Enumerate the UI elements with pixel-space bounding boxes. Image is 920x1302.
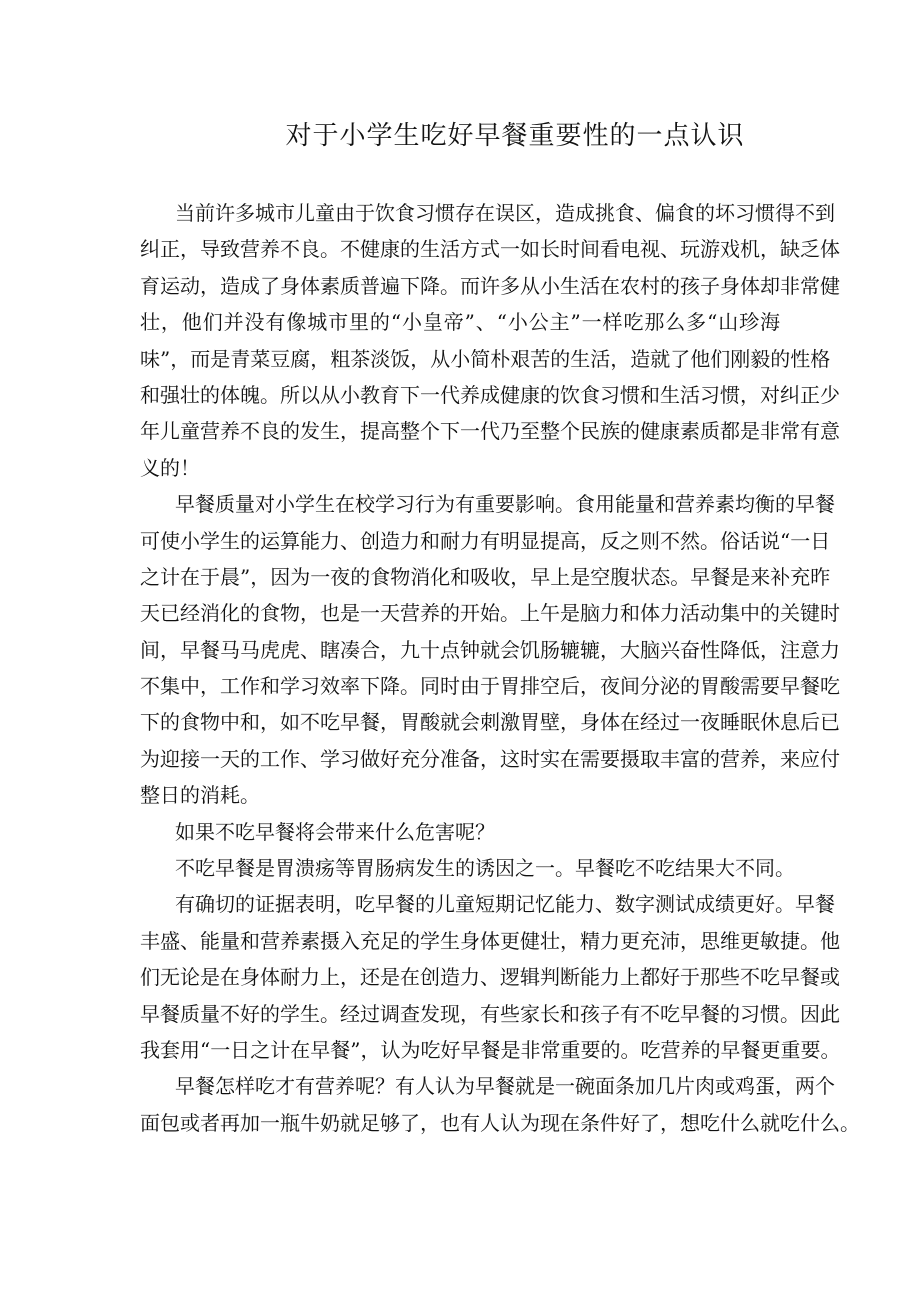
text-line: 早餐质量不好的学生。经过调查发现，有些家长和孩子有不吃早餐的习惯。因此 bbox=[140, 1001, 840, 1026]
text-line: 不集中，工作和学习效率下降。同时由于胃排空后，夜间分泌的胃酸需要早餐吃 bbox=[140, 674, 840, 699]
text-line: 不吃早餐是胃溃疡等胃肠病发生的诱因之一。早餐吃不吃结果大不同。 bbox=[175, 856, 795, 881]
paragraph bbox=[140, 814, 780, 850]
text-line: 壮，他们并没有像城市里的“小皇帝”、“小公主”一样吃那么多“山珍海 bbox=[140, 310, 780, 335]
text-line: 下的食物中和，如不吃早餐，胃酸就会刺激胃壁，身体在经过一夜睡眠休息后已 bbox=[140, 710, 840, 735]
paragraph bbox=[140, 886, 841, 1068]
text-line: 育运动，造成了身体素质普遍下降。而许多从小生活在农村的孩子身体却非常健 bbox=[140, 273, 840, 298]
document-title: 对于小学生吃好早餐重要性的一点认识 bbox=[285, 121, 745, 151]
text-line: 如果不吃早餐将会带来什么危害呢？ bbox=[175, 819, 495, 844]
text-line: 为迎接一天的工作、学习做好充分准备，这时实在需要摄取丰富的营养，来应付 bbox=[140, 746, 840, 771]
text-line: 我套用“一日之计在早餐”，认为吃好早餐是非常重要的。吃营养的早餐更重要。 bbox=[140, 1037, 841, 1062]
paragraph bbox=[140, 1068, 860, 1141]
text-line: 早餐质量对小学生在校学习行为有重要影响。食用能量和营养素均衡的早餐 bbox=[175, 492, 835, 517]
paragraph bbox=[140, 486, 840, 814]
document-body bbox=[140, 195, 860, 1141]
text-line: 们无论是在身体耐力上，还是在创造力、逻辑判断能力上都好于那些不吃早餐或 bbox=[140, 965, 840, 990]
text-line: 间，早餐马马虎虎、瞎凑合，九十点钟就会饥肠辘辘，大脑兴奋性降低，注意力 bbox=[140, 637, 840, 662]
text-line: 当前许多城市儿童由于饮食习惯存在误区，造成挑食、偏食的坏习惯得不到 bbox=[175, 201, 835, 225]
paragraph bbox=[140, 850, 795, 886]
text-line: 整日的消耗。 bbox=[140, 783, 260, 808]
text-line: 早餐怎样吃才有营养呢？有人认为早餐就是一碗面条加几片肉或鸡蛋，两个 bbox=[175, 1074, 835, 1099]
text-line: 和强壮的体魄。所以从小教育下一代养成健康的饮食习惯和生活习惯，对纠正少 bbox=[140, 382, 840, 407]
text-line: 天已经消化的食物，也是一天营养的开始。上午是脑力和体力活动集中的关键时 bbox=[140, 601, 840, 626]
text-line: 之计在于晨”，因为一夜的食物消化和吸收，早上是空腹状态。早餐是来补充昨 bbox=[140, 564, 831, 589]
text-line: 年儿童营养不良的发生，提高整个下一代乃至整个民族的健康素质都是非常有意 bbox=[140, 419, 840, 444]
text-line: 可使小学生的运算能力、创造力和耐力有明显提高，反之则不然。俗话说“一日 bbox=[140, 528, 831, 553]
text-line: 义的！ bbox=[140, 455, 200, 480]
text-line: 面包或者再加一瓶牛奶就足够了，也有人认为现在条件好了，想吃什么就吃什么。 bbox=[140, 1110, 860, 1135]
text-line: 丰盛、能量和营养素摄入充足的学生身体更健壮，精力更充沛，思维更敏捷。他 bbox=[140, 928, 840, 953]
text-line: 纠正，导致营养不良。不健康的生活方式一如长时间看电视、玩游戏机，缺乏体 bbox=[140, 237, 840, 262]
paragraph bbox=[140, 195, 840, 486]
text-line: 有确切的证据表明，吃早餐的儿童短期记忆能力、数字测试成绩更好。早餐 bbox=[175, 892, 835, 917]
text-line: 味”，而是青菜豆腐，粗茶淡饭，从小简朴艰苦的生活，造就了他们刚毅的性格 bbox=[140, 346, 831, 371]
